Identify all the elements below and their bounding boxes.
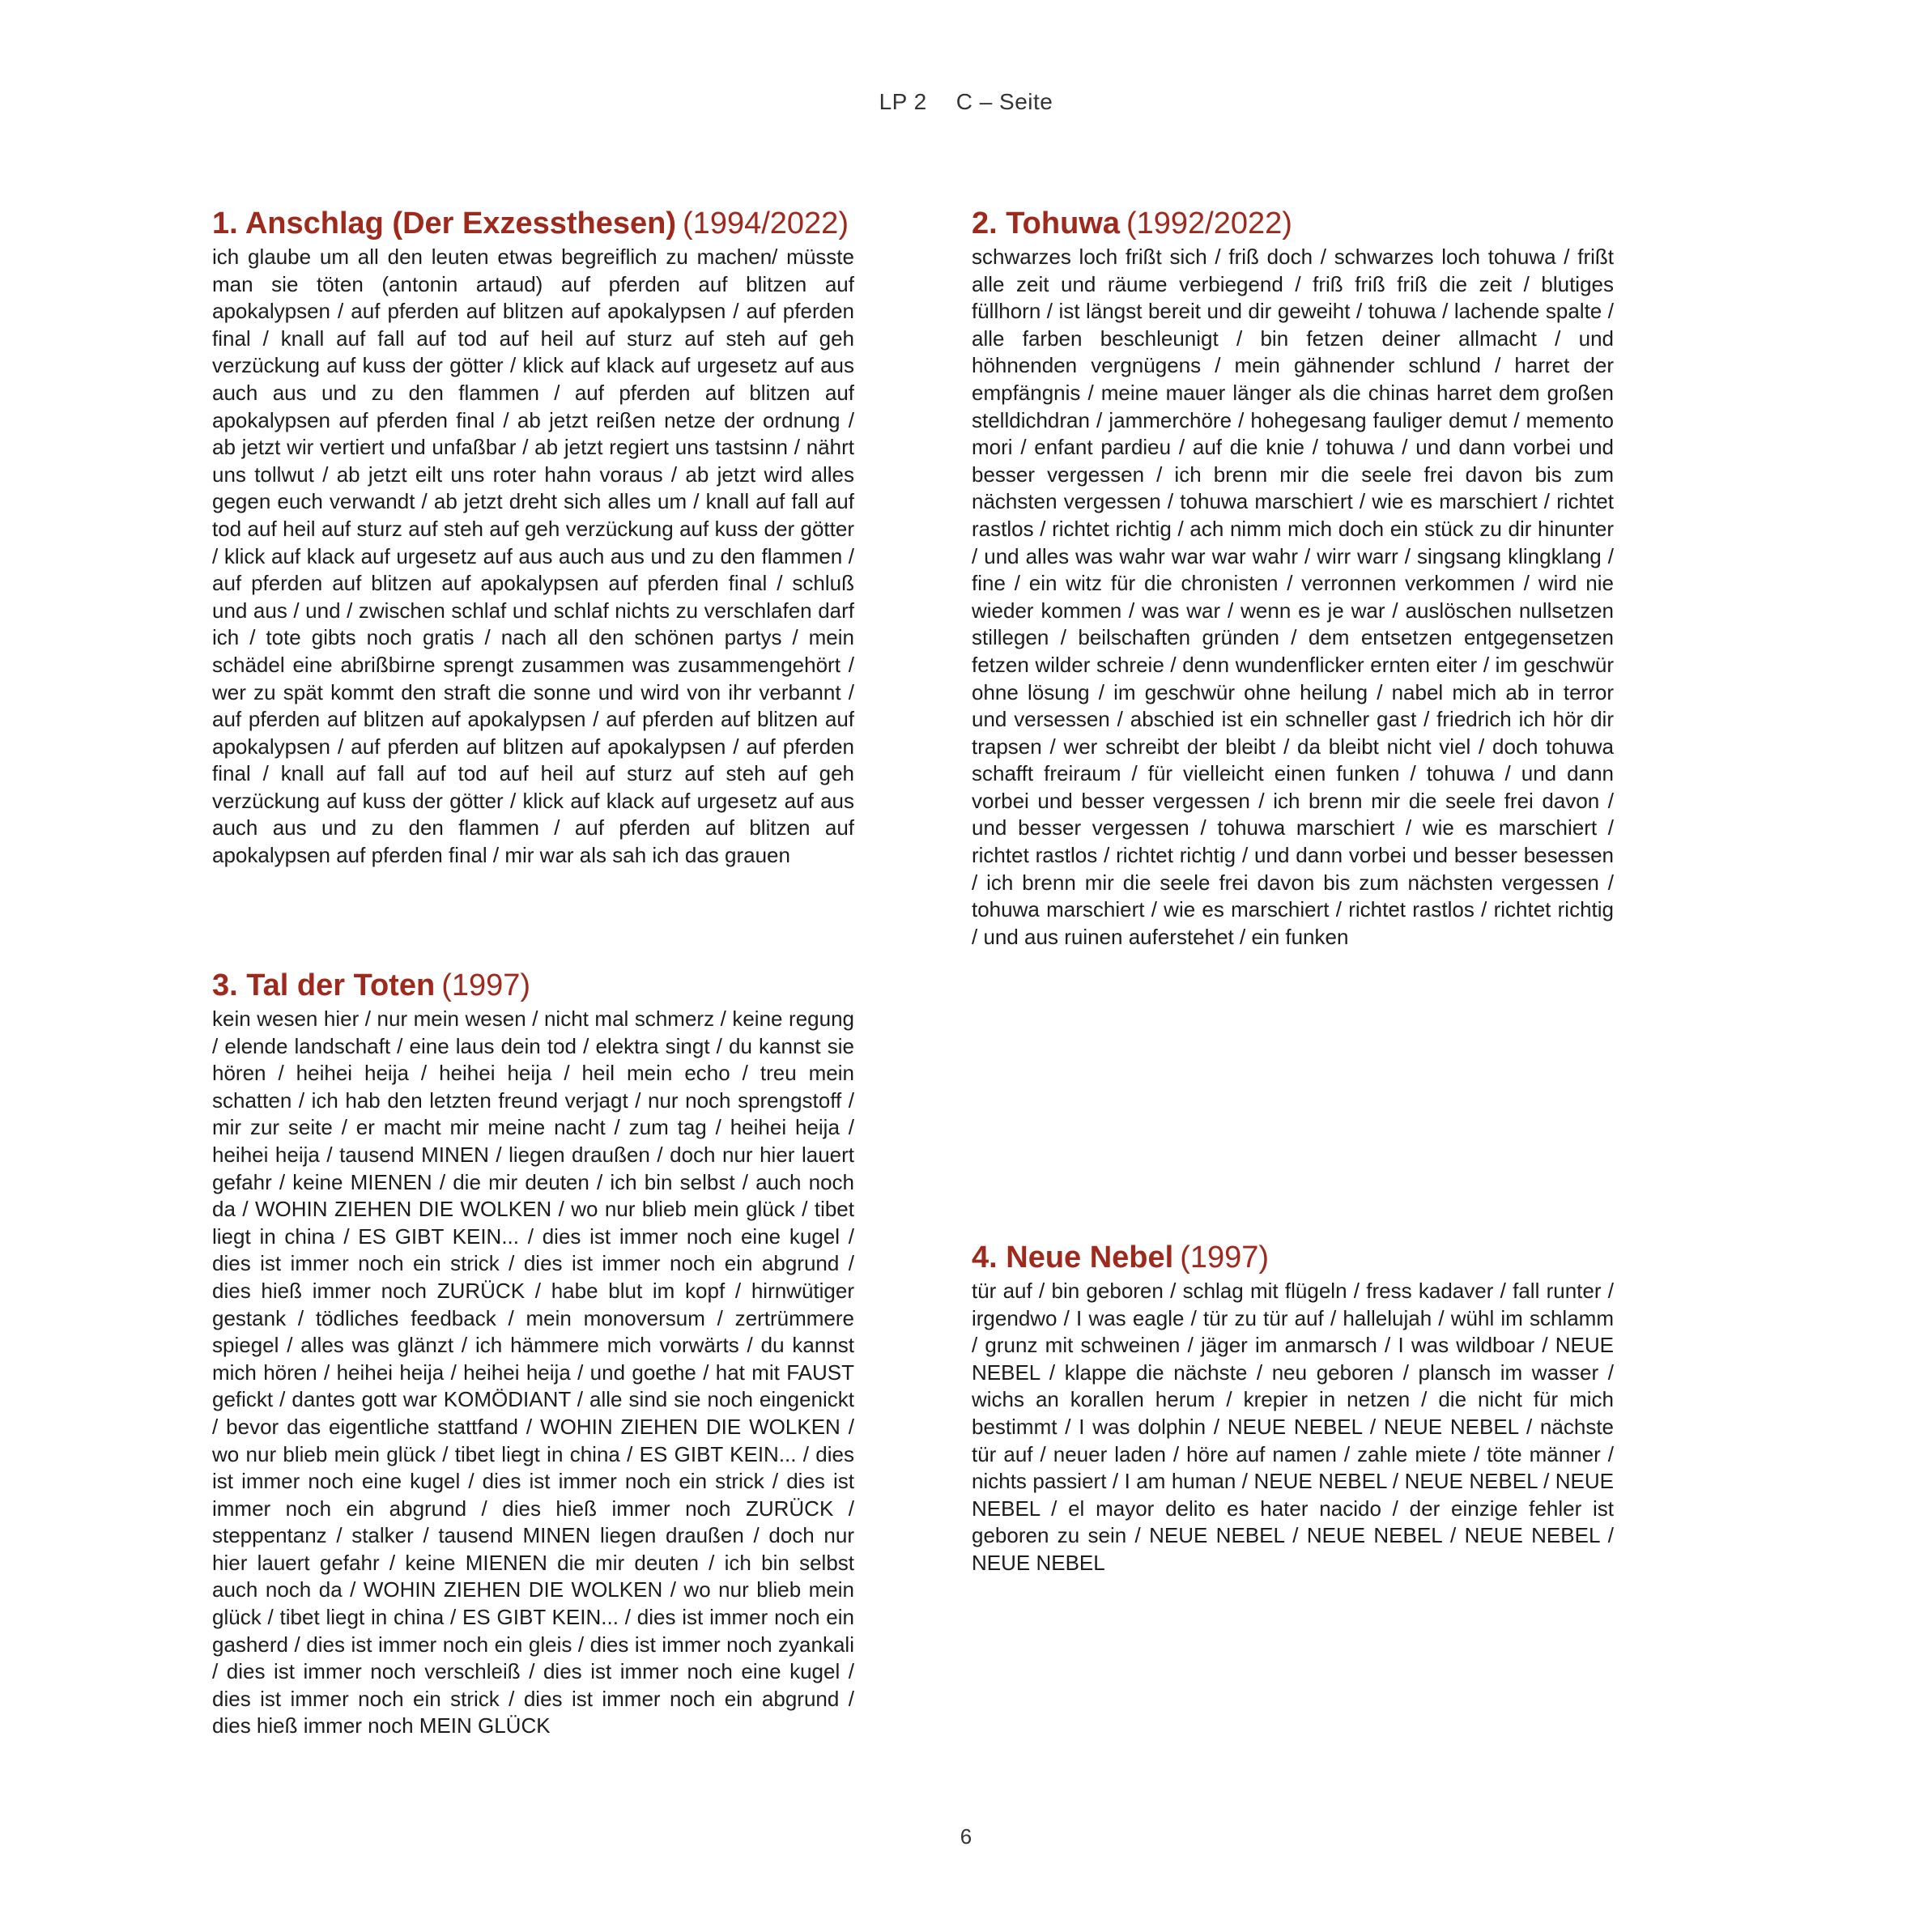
song-title-text: 3. Tal der Toten <box>212 968 436 1002</box>
record-side: C – Seite <box>955 89 1053 114</box>
song-tohuwa <box>972 205 1614 951</box>
song-years: (1997) <box>441 968 531 1002</box>
song-years: (1997) <box>1180 1240 1270 1275</box>
page-header <box>0 89 1932 115</box>
song-neue-nebel <box>972 1239 1614 1577</box>
song-title <box>972 1239 1614 1276</box>
song-title <box>212 205 854 242</box>
song-tal-der-toten <box>212 967 854 1740</box>
song-lyrics: tür auf / bin geboren / schlag mit flügeln / fress kadaver / fall runter / irgendwo / I was eagle / tür zu tür auf / hallelujah / wühl im schlamm / grunz mit schweinen / jäger im anmarsch / I was wildboar / NEUE NEBEL / klappe die nächste / neu geboren / plansch im wasser / wichs an korallen herum / krepier in netzen / die nicht für mich bestimmt / I was dolphin / NEUE NEBEL / NEUE NEBEL / nächste tür auf / neuer laden / höre auf namen / zahle miete / töte männer / nichts passiert / I am human / NEUE NEBEL / NEUE NEBEL / NEUE NEBEL / el mayor delito es hater nacido / der einzige fehler ist geboren zu sein / NEUE NEBEL / NEUE NEBEL / NEUE NEBEL / NEUE NEBEL <box>972 1279 1614 1575</box>
song-title-text: 4. Neue Nebel <box>972 1240 1174 1275</box>
song-title <box>212 967 854 1004</box>
song-lyrics: schwarzes loch frißt sich / friß doch / schwarzes loch tohuwa / frißt alle zeit und räume verbiegend / friß friß friß die zeit / blutiges füllhorn / ist längst bereit und dir geweiht / tohuwa / lachende spalte / alle farben beschleunigt / bin fetzen deiner allmacht / und höhnenden vergnügens / mein gähnender schlund / harret der empfängnis / meine mauer länger als die chinas harret dem großen stelldichdran / jammerchöre / hohegesang fauliger demut / memento mori / enfant pardieu / auf die knie / tohuwa / und dann vorbei und besser vergessen / ich brenn mir die seele frei davon bis zum nächsten vergessen / tohuwa marschiert / wie es marschiert / richtet rastlos / richtet richtig / ach nimm mich doch ein stück zu dir hinunter / und alles was wahr war war wahr / wirr warr / singsang klingklang / fine / ein witz für die chronisten / verronnen verkommen / wird nie wieder kommen / was war / wenn es je war / auslöschen nullsetzen stillegen / beilschaften gründen / dem entsetzen entgegensetzen fetzen wilder schreie / denn wundenflicker ernten eiter / im geschwür ohne lösung / im geschwür ohne heilung / nabel mich ab in terror und versessen / abschied ist ein schneller gast / friedrich ich hör dir trapsen / wer schreibt der bleibt / da bleibt nicht viel / doch tohuwa schafft freiraum / für vielleicht einen funken / tohuwa / und dann vorbei und besser vergessen / ich brenn mir die seele frei davon / und besser vergessen / tohuwa marschiert / wie es marschiert / richtet rastlos / richtet richtig / und dann vorbei und besser besessen / ich brenn mir die seele frei davon bis zum nächsten vergessen / tohuwa marschiert / wie es marschiert / richtet rastlos / richtet richtig / und aus ruinen auferstehet / ein funken <box>972 245 1614 949</box>
song-lyrics: ich glaube um all den leuten etwas begreiflich zu machen/ müsste man sie töten (antonin artaud) auf pferden auf blitzen auf apokalypsen / auf pferden auf blitzen auf apokalypsen / auf pferden final / knall auf fall auf tod auf heil auf sturz auf steh auf geh verzückung auf kuss der götter / klick auf klack auf urgesetz auf aus auch aus und zu den flammen / auf pferden auf blitzen auf apokalypsen auf pferden final / ab jetzt reißen netze der ordnung / ab jetzt wir vertiert und unfaßbar / ab jetzt regiert uns tastsinn / nährt uns tollwut / ab jetzt eilt uns roter hahn voraus / ab jetzt wird alles gegen euch verwandt / ab jetzt dreht sich alles um / knall auf fall auf tod auf heil auf sturz auf steh auf geh verzückung auf kuss der götter / klick auf klack auf urgesetz auf aus auch aus und zu den flammen / auf pferden auf blitzen auf apokalypsen auf pferden final / schluß und aus / und / zwischen schlaf und schlaf nichts zu verschlafen darf ich / tote gibts noch gratis / nach all den schönen partys / mein schädel eine abrißbirne sprengt zusammen was zusammengehört / wer zu spät kommt den straft die sonne und wird von ihr verbannt / auf pferden auf blitzen auf apokalypsen / auf pferden auf blitzen auf apokalypsen / auf pferden auf blitzen auf apokalypsen / auf pferden final / knall auf fall auf tod auf heil auf sturz auf steh auf geh verzückung auf kuss der götter / klick auf klack auf urgesetz auf aus auch aus und zu den flammen / auf pferden auf blitzen auf apokalypsen auf pferden final / mir war als sah ich das grauen <box>212 245 854 868</box>
song-title-text: 1. Anschlag (Der Exzessthesen) <box>212 206 677 240</box>
record-label: LP 2 <box>879 89 927 114</box>
page-number: 6 <box>960 1824 972 1849</box>
song-years: (1994/2022) <box>683 206 849 240</box>
song-title <box>972 205 1614 242</box>
song-lyrics: kein wesen hier / nur mein wesen / nicht mal schmerz / keine regung / elende landschaft / eine laus dein tod / elektra singt / du kannst sie hören / heihei heija / heihei heija / heil mein echo / treu mein schatten / ich hab den letzten freund verjagt / nur noch sprengstoff / mir zur seite / er macht mir meine nacht / zum tag / heihei heija / heihei heija / tausend MINEN / liegen draußen / doch nur hier lauert gefahr / keine MIENEN / die mir deuten / ich bin selbst / auch noch da / WOHIN ZIEHEN DIE WOLKEN / wo nur blieb mein glück / tibet liegt in china / ES GIBT KEIN... / dies ist immer noch eine kugel / dies ist immer noch ein strick / dies ist immer noch ein abgrund / dies hieß immer noch ZURÜCK / habe blut im kopf / hirnwütiger gestank / tödliches feedback / mein monoversum / zertrümmere spiegel / alles was glänzt / ich hämmere mich vorwärts / du kannst mich hören / heihei heija / heihei heija / und goethe / hat mit FAUST gefickt / dantes gott war KOMÖDIANT / alle sind sie noch eingenickt / bevor das eigentliche stattfand / WOHIN ZIEHEN DIE WOLKEN / wo nur blieb mein glück / tibet liegt in china / ES GIBT KEIN... / dies ist immer noch eine kugel / dies ist immer noch ein strick / dies ist immer noch ein abgrund / dies hieß immer noch ZURÜCK / steppentanz / stalker / tausend MINEN liegen draußen / doch nur hier lauert gefahr / keine MIENEN die mir deuten / ich bin selbst auch noch da / WOHIN ZIEHEN DIE WOLKEN / wo nur blieb mein glück / tibet liegt in china / ES GIBT KEIN... / dies ist immer noch ein gasherd / dies ist immer noch ein gleis / dies ist immer noch zyankali / dies ist immer noch verschleiß / dies ist immer noch eine kugel / dies ist immer noch ein strick / dies ist immer noch ein abgrund / dies hieß immer noch MEIN GLÜCK <box>212 1006 854 1738</box>
song-title-text: 2. Tohuwa <box>972 206 1120 240</box>
song-anschlag <box>212 205 854 870</box>
song-years: (1992/2022) <box>1126 206 1292 240</box>
